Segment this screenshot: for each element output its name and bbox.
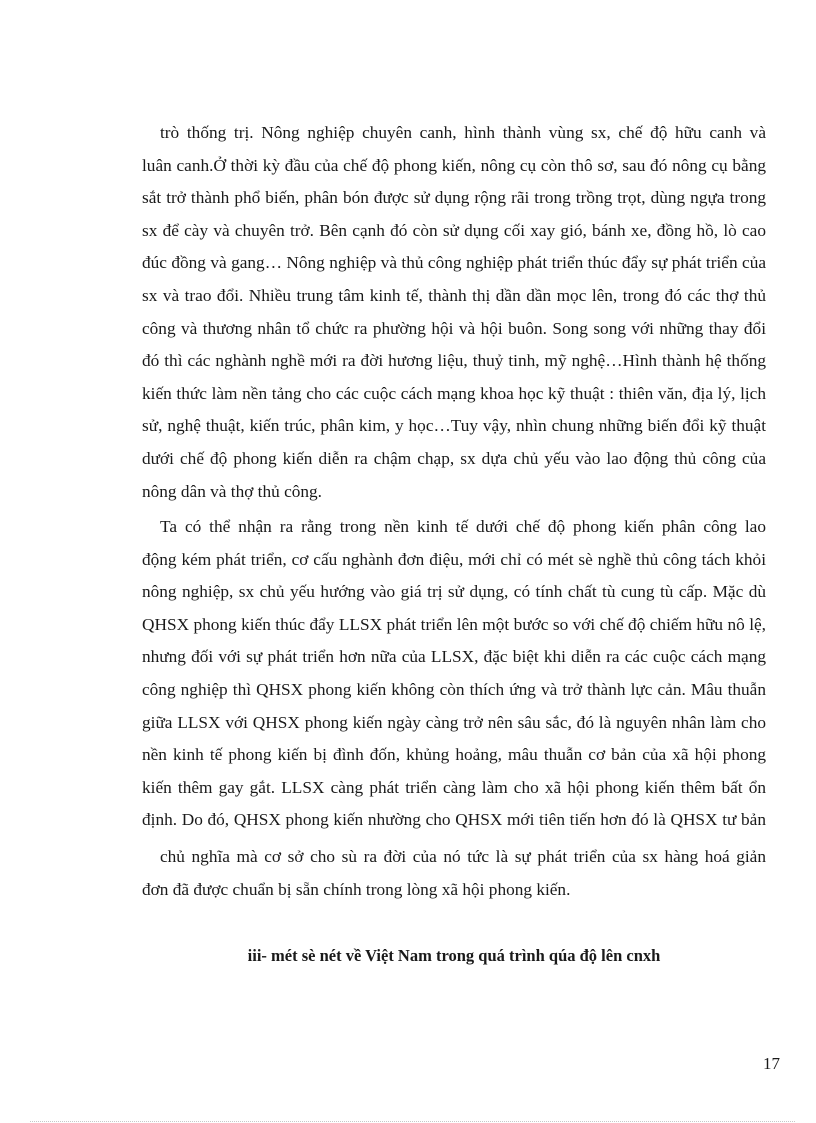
text-line: nhưng đối với sự phát triển hơn nữa của LLSX, đặc biệt khi diễn ra các cuộc cách mạng [142, 647, 766, 667]
text-line: định. Do đó, QHSX phong kiến nhường cho QHSX mới tiên tiến hơn đó là QHSX tư bản [142, 810, 766, 830]
text-line: nông dân và thợ thủ công. [142, 481, 323, 501]
footer-divider [30, 1121, 795, 1122]
text-line: giữa LLSX với QHSX phong kiến ngày càng trở nên sâu sắc, đó là nguyên nhân làm cho [142, 712, 766, 732]
text-line: đúc đồng và gang… Nông nghiệp và thủ công nghiệp phát triển thúc đẩy sự phát triển của [142, 253, 766, 273]
text-line: chủ nghĩa mà cơ sở cho sù ra đời của nó tức là sự phát triển của sx hàng hoá giản [160, 847, 766, 866]
paragraph-feudal-technology [142, 117, 766, 508]
text-line: động kém phát triển, cơ cấu nghành đơn điệu, mới chỉ có mét sè nghề thủ công tách khỏi [142, 549, 766, 569]
text-line: Ta có thể nhận ra rằng trong nền kinh tế dưới chế độ phong kiến phân công lao [160, 517, 766, 536]
paragraph-capitalism-transition [142, 841, 766, 906]
text-line: kiến thức làm nền tảng cho các cuộc cách mạng khoa học kỹ thuật : thiên văn, địa lý, lịch [142, 383, 766, 403]
text-line: công nghiệp thì QHSX phong kiến không còn thích ứng và trở thành lực cản. Mâu thuẫn [142, 679, 766, 699]
paragraph-feudal-economy [142, 511, 766, 837]
text-line: kiến thêm gay gắt. LLSX càng phát triển càng làm cho xã hội phong kiến thêm bất ổn [142, 777, 766, 797]
text-line: sử, nghệ thuật, kiến trúc, phân kim, y học…Tuy vậy, nhìn chung những biến đổi kỹ thuật [142, 416, 766, 436]
text-line: sx và trao đổi. Nhiều trung tâm kinh tế, thành thị dần dần mọc lên, trong đó các thợ thủ [142, 285, 766, 305]
text-line: dưới chế độ phong kiến diễn ra chậm chạp, sx dựa chủ yếu vào lao động thủ công của [142, 448, 766, 468]
text-line: đó thì các nghành nghề mới ra đời hương liệu, thuỷ tinh, mỹ nghệ…Hình thành hệ thống [142, 351, 766, 371]
text-line: đơn đã được chuẩn bị sẵn chính trong lòng xã hội phong kiến. [142, 879, 571, 899]
page-number: 17 [763, 1054, 780, 1073]
text-line: sx để cày và chuyên trở. Bên cạnh đó còn sử dụng cối xay gió, bánh xe, đồng hồ, lò cao [142, 220, 766, 240]
section-heading: iii- mét sè nét về Việt Nam trong quá trình qúa độ lên cnxh [247, 946, 661, 965]
text-line: luân canh.Ở thời kỳ đầu của chế độ phong kiến, nông cụ còn thô sơ, sau đó nông cụ bằng [142, 155, 766, 175]
text-line: trò thống trị. Nông nghiệp chuyên canh, hình thành vùng sx, chế độ hữu canh và [160, 123, 766, 142]
text-line: nền kinh tế phong kiến bị đình đốn, khủng hoảng, mâu thuẫn cơ bản của xã hội phong [142, 745, 766, 765]
text-line: nông nghiệp, sx chủ yếu hướng vào giá trị sử dụng, có tính chất tù cung tù cấp. Mặc dù [142, 582, 766, 602]
text-line: công và thương nhân tổ chức ra phường hội và hội buôn. Song song với những thay đổi [142, 318, 766, 338]
text-line: QHSX phong kiến thúc đẩy LLSX phát triển lên một bước so với chế độ chiếm hữu nô lệ, [142, 614, 766, 634]
text-line: sắt trở thành phổ biến, phân bón được sử dụng rộng rãi trong trồng trọt, dùng ngựa trong [142, 188, 766, 208]
